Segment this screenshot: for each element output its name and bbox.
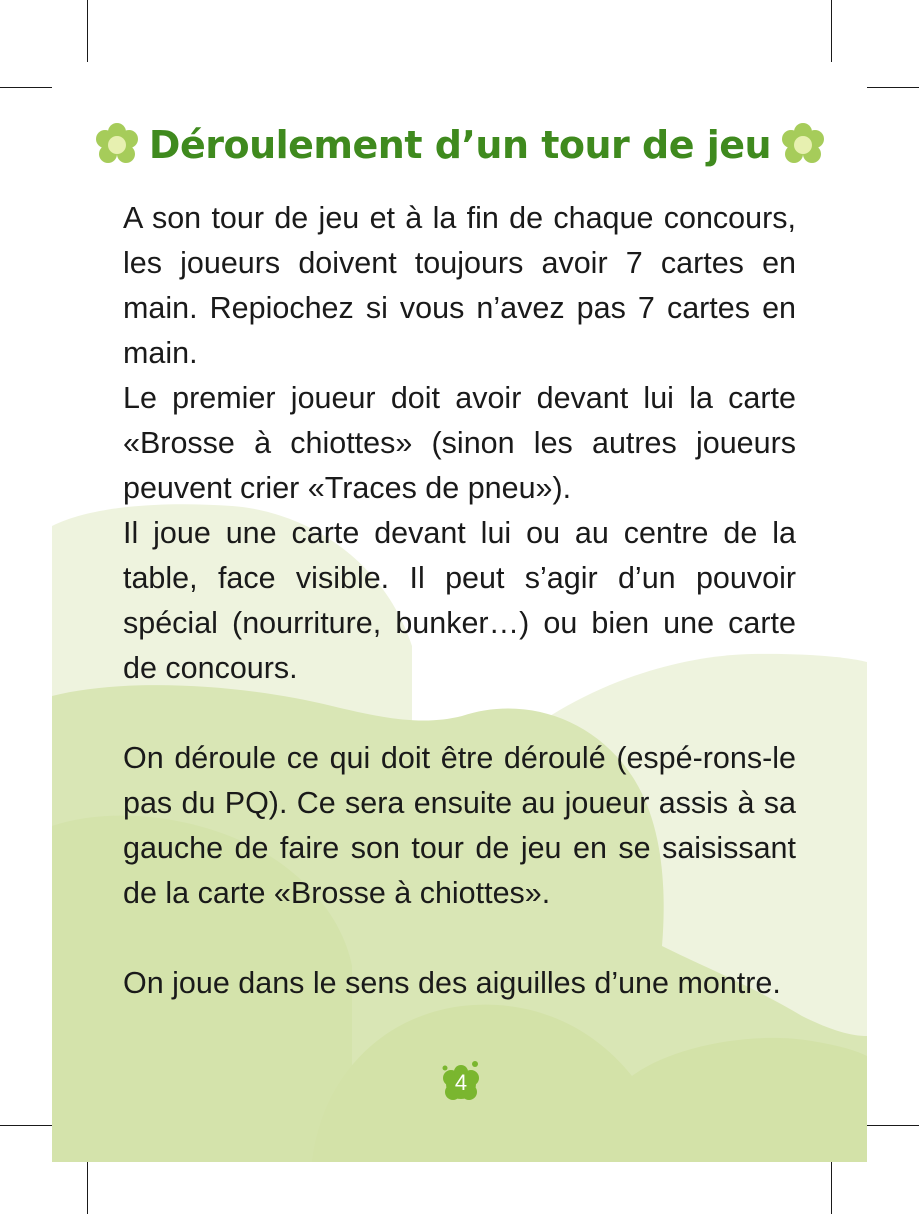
page-number: 4 bbox=[454, 1070, 468, 1095]
flower-icon-right bbox=[781, 123, 825, 167]
paragraph-first-player: Le premier joueur doit avoir devant lui la carte «Brosse à chiottes» (sinon les autres joueurs peuvent crier «Traces de pneu»). bbox=[123, 381, 796, 505]
page-number-badge bbox=[437, 1058, 485, 1106]
rules-text bbox=[123, 196, 796, 1006]
page-title: Déroulement d’un tour de jeu bbox=[148, 123, 772, 167]
paragraph-turn-order: On joue dans le sens des aiguilles d’une montre. bbox=[123, 966, 781, 1000]
title-row bbox=[100, 112, 820, 178]
paragraph-resolve-turn: On déroule ce qui doit être déroulé (espé-rons-le pas du PQ). Ce sera ensuite au joueur assis à sa gauche de faire son tour de jeu en se saisissant de la carte «Brosse à chiottes». bbox=[123, 741, 796, 910]
crop-mark-top-right-vertical bbox=[831, 0, 832, 62]
paragraph-play-card: Il joue une carte devant lui ou au centre de la table, face visible. Il peut s’agir d’un pouvoir spécial (nourriture, bunker…) ou bien une carte de concours. bbox=[123, 516, 796, 685]
paragraph-hand-size: A son tour de jeu et à la fin de chaque concours, les joueurs doivent toujours avoir 7 cartes en main. Repiochez si vous n’avez pas 7 cartes en main. bbox=[123, 201, 796, 370]
crop-mark-top-left-vertical bbox=[87, 0, 88, 62]
flower-icon-left bbox=[95, 123, 139, 167]
